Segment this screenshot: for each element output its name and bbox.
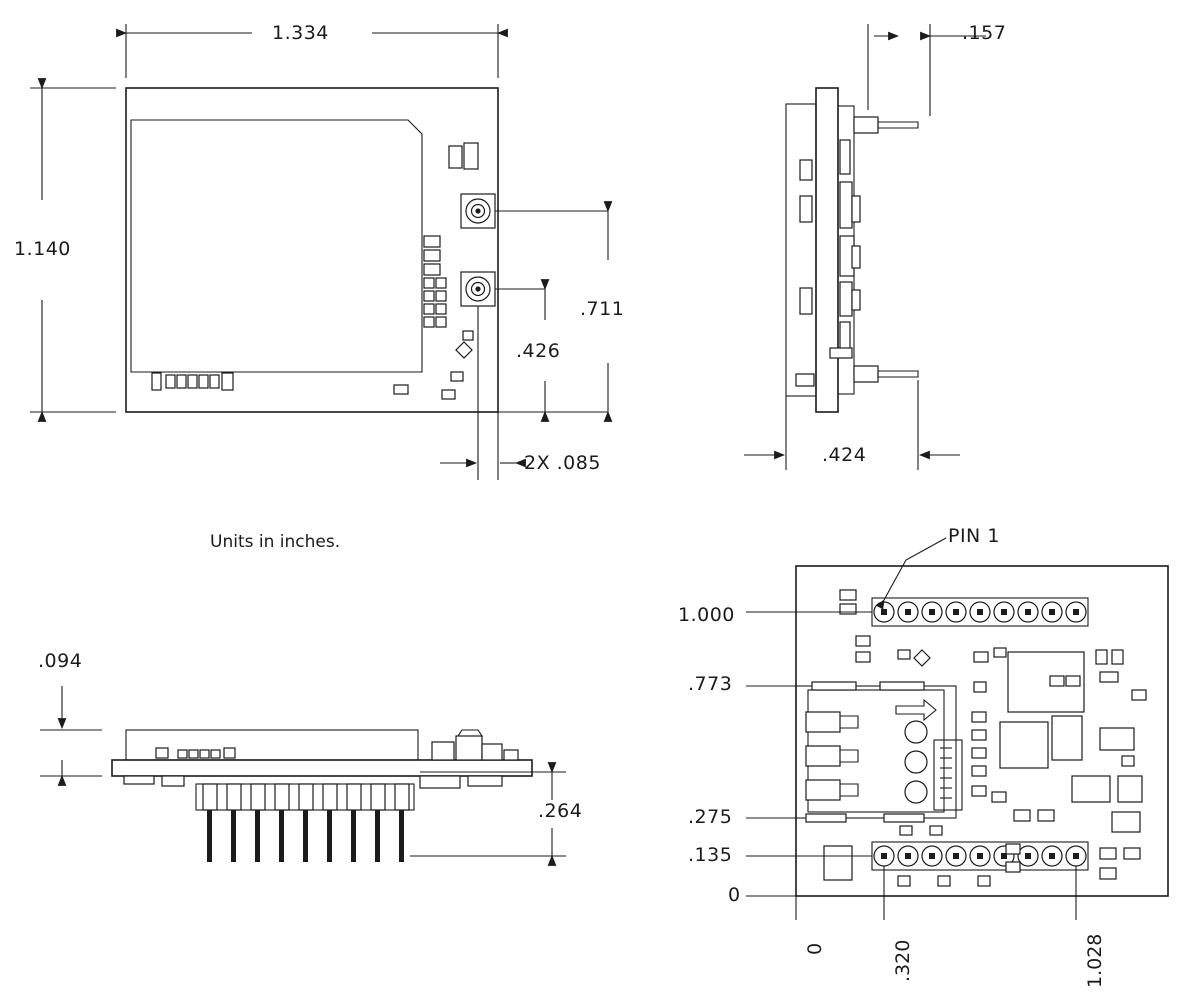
dim-connector-offset: 2X .085 — [524, 452, 601, 474]
dim-pin-length: .264 — [538, 800, 583, 822]
units-note: Units in inches. — [210, 532, 341, 552]
dim-board-thickness: .094 — [38, 650, 83, 672]
dim-top-height: 1.140 — [14, 238, 71, 260]
dim-connector-lower: .426 — [516, 340, 561, 362]
bottom-y-dim-5: 0 — [728, 884, 741, 906]
dim-connector-upper: .711 — [580, 298, 625, 320]
dim-top-width: 1.334 — [272, 22, 329, 44]
dim-overall-thickness: .424 — [822, 444, 867, 466]
bottom-y-dim-2: .773 — [688, 673, 733, 695]
dim-connector-depth: .157 — [962, 22, 1007, 44]
bottom-y-dim-4: .135 — [688, 844, 733, 866]
bottom-x-dim-3: 1.028 — [1084, 933, 1106, 988]
bottom-x-dim-1: 0 — [804, 942, 826, 955]
bottom-y-dim-1: 1.000 — [678, 604, 735, 626]
bottom-x-dim-2: .320 — [892, 939, 914, 982]
bottom-y-dim-3: .275 — [688, 806, 733, 828]
pin1-callout: PIN 1 — [948, 525, 1000, 547]
